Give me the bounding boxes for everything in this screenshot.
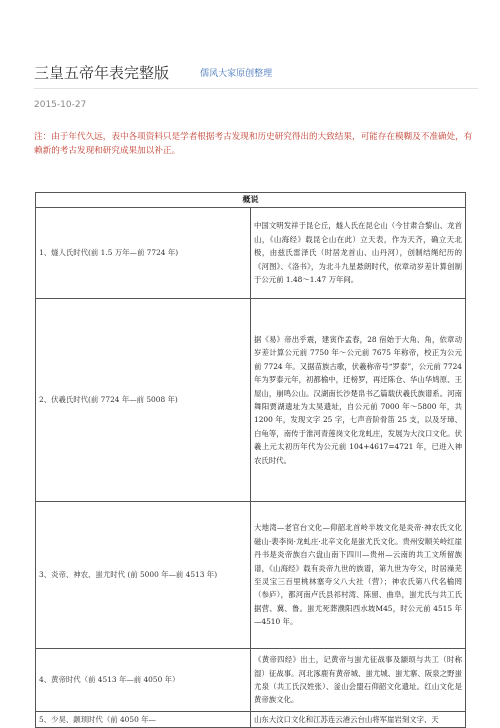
disclaimer-note: 注：由于年代久远，表中各项资料只是学者根据考古发现和历史研究得出的大致结果，可能存在模糊及不准确处，有赖新的考古发现和研究成果加以补正。	[34, 132, 473, 156]
period-cell: 3、炎帝、神农、蚩尤时代 (前 5000 年—前 4513 年)	[36, 502, 251, 649]
period-cell: 4、黄帝时代（前 4513 年—前 4050 年）	[36, 649, 251, 712]
header-divider	[34, 88, 478, 89]
table-heading: 概说	[36, 193, 466, 208]
table-header-row	[36, 193, 466, 208]
document-header	[34, 62, 474, 83]
table-row	[36, 208, 466, 299]
author-link[interactable]: 儒风大家原创整理	[200, 69, 273, 79]
table-row	[36, 712, 466, 728]
page-title: 三皇五帝年表完整版	[34, 64, 170, 82]
description-cell: 山东大汶口文化和江苏连云港云台山将军崖岩刻文字、天	[251, 712, 466, 728]
period-cell: 1、燧人氏时代(前 1.5 万年—前 7724 年)	[36, 208, 251, 299]
overview-table	[35, 192, 466, 728]
period-cell: 5、少昊、颛顼时代（前 4050 年—	[36, 712, 251, 728]
period-cell: 2、伏羲氏时代(前 7724 年—前 5008 年)	[36, 299, 251, 502]
description-cell: 中国文明发祥于昆仑丘，燧人氏在昆仑山（今甘肃合黎山、龙首山，《山海经》载昆仑山在此）立天表，作为天齐，确立天北极，由兹氏雷泽氏（时居龙首山、山丹河），创制结绳纪历的《河图》、《洛书》，为北斗九星悬朗时代，依章动岁差计算创制于公元前 1.48～1.47 万年间。	[251, 208, 466, 299]
description-cell: 大地湾—老官台文化—仰韶北首岭半坡文化是炎帝·神农氏文化 磁山·裴李岗·龙虬庄·北辛文化是蚩尤氏文化。贵州安顺关岭红崖丹书是炎帝族自六盘山南下四川—贵州—云南的共工文所留族谱，《山海经》载有炎帝九世的族谱，第九世为夸父，时居澡芜至灵宝三百里桃林塞夸父八大社（营）；神农氏第八代名榆罔（参庐），都河南卢氏县祁村湾、陈留、曲阜，蚩尤氏与共工氏据营、冀、鲁。蚩尤死葬濮阳西水坡M45，时公元前 4515 年—4510 年。	[251, 502, 466, 649]
description-cell: 《黄帝四经》出土，记黄帝与蚩尤征战事及颛顼与共工（时称湿）征战事。河北涿鹿有黄帝城、蚩尤城、蚩尤寨、阪泉之野蚩尤泉（共工氏汉姓张）、釜山会盟石仰韶文化遗址。红山文化是黄帝族文化。	[251, 649, 466, 712]
table-row	[36, 649, 466, 712]
table-row	[36, 299, 466, 502]
table-row	[36, 502, 466, 649]
publish-date: 2015-10-27	[34, 100, 87, 110]
description-cell: 据《易》帝出乎震，建寅作孟春，28 宿始于大角、角，依章动岁差计算公元前 7750 年～公元前 7675 年称帝，校正为公元前 7724 年。又据苗族古歌，伏羲称帝号“罗泰”，公元前 7724 年为罗泰元年，初都榆中，迁榜罗，再迁陈仓、华山华鸠原、王屋山，崩鸣公山。汉湖南长沙楚帛书乙篇载伏羲氏族谱系。河南舞阳贾湖遗址为太昊遗址，自公元前 7000 年～5800 年，共 1200 年，发现文字 25 字，七声音阶骨笛 25 支，以及牙璋、白龟等，南传于淮河青莲岗文化龙虬庄，发展为大汶口文化。伏羲上元太初历年代为公元前 104+4617=4721 年，已进入神农氏时代。	[251, 299, 466, 502]
